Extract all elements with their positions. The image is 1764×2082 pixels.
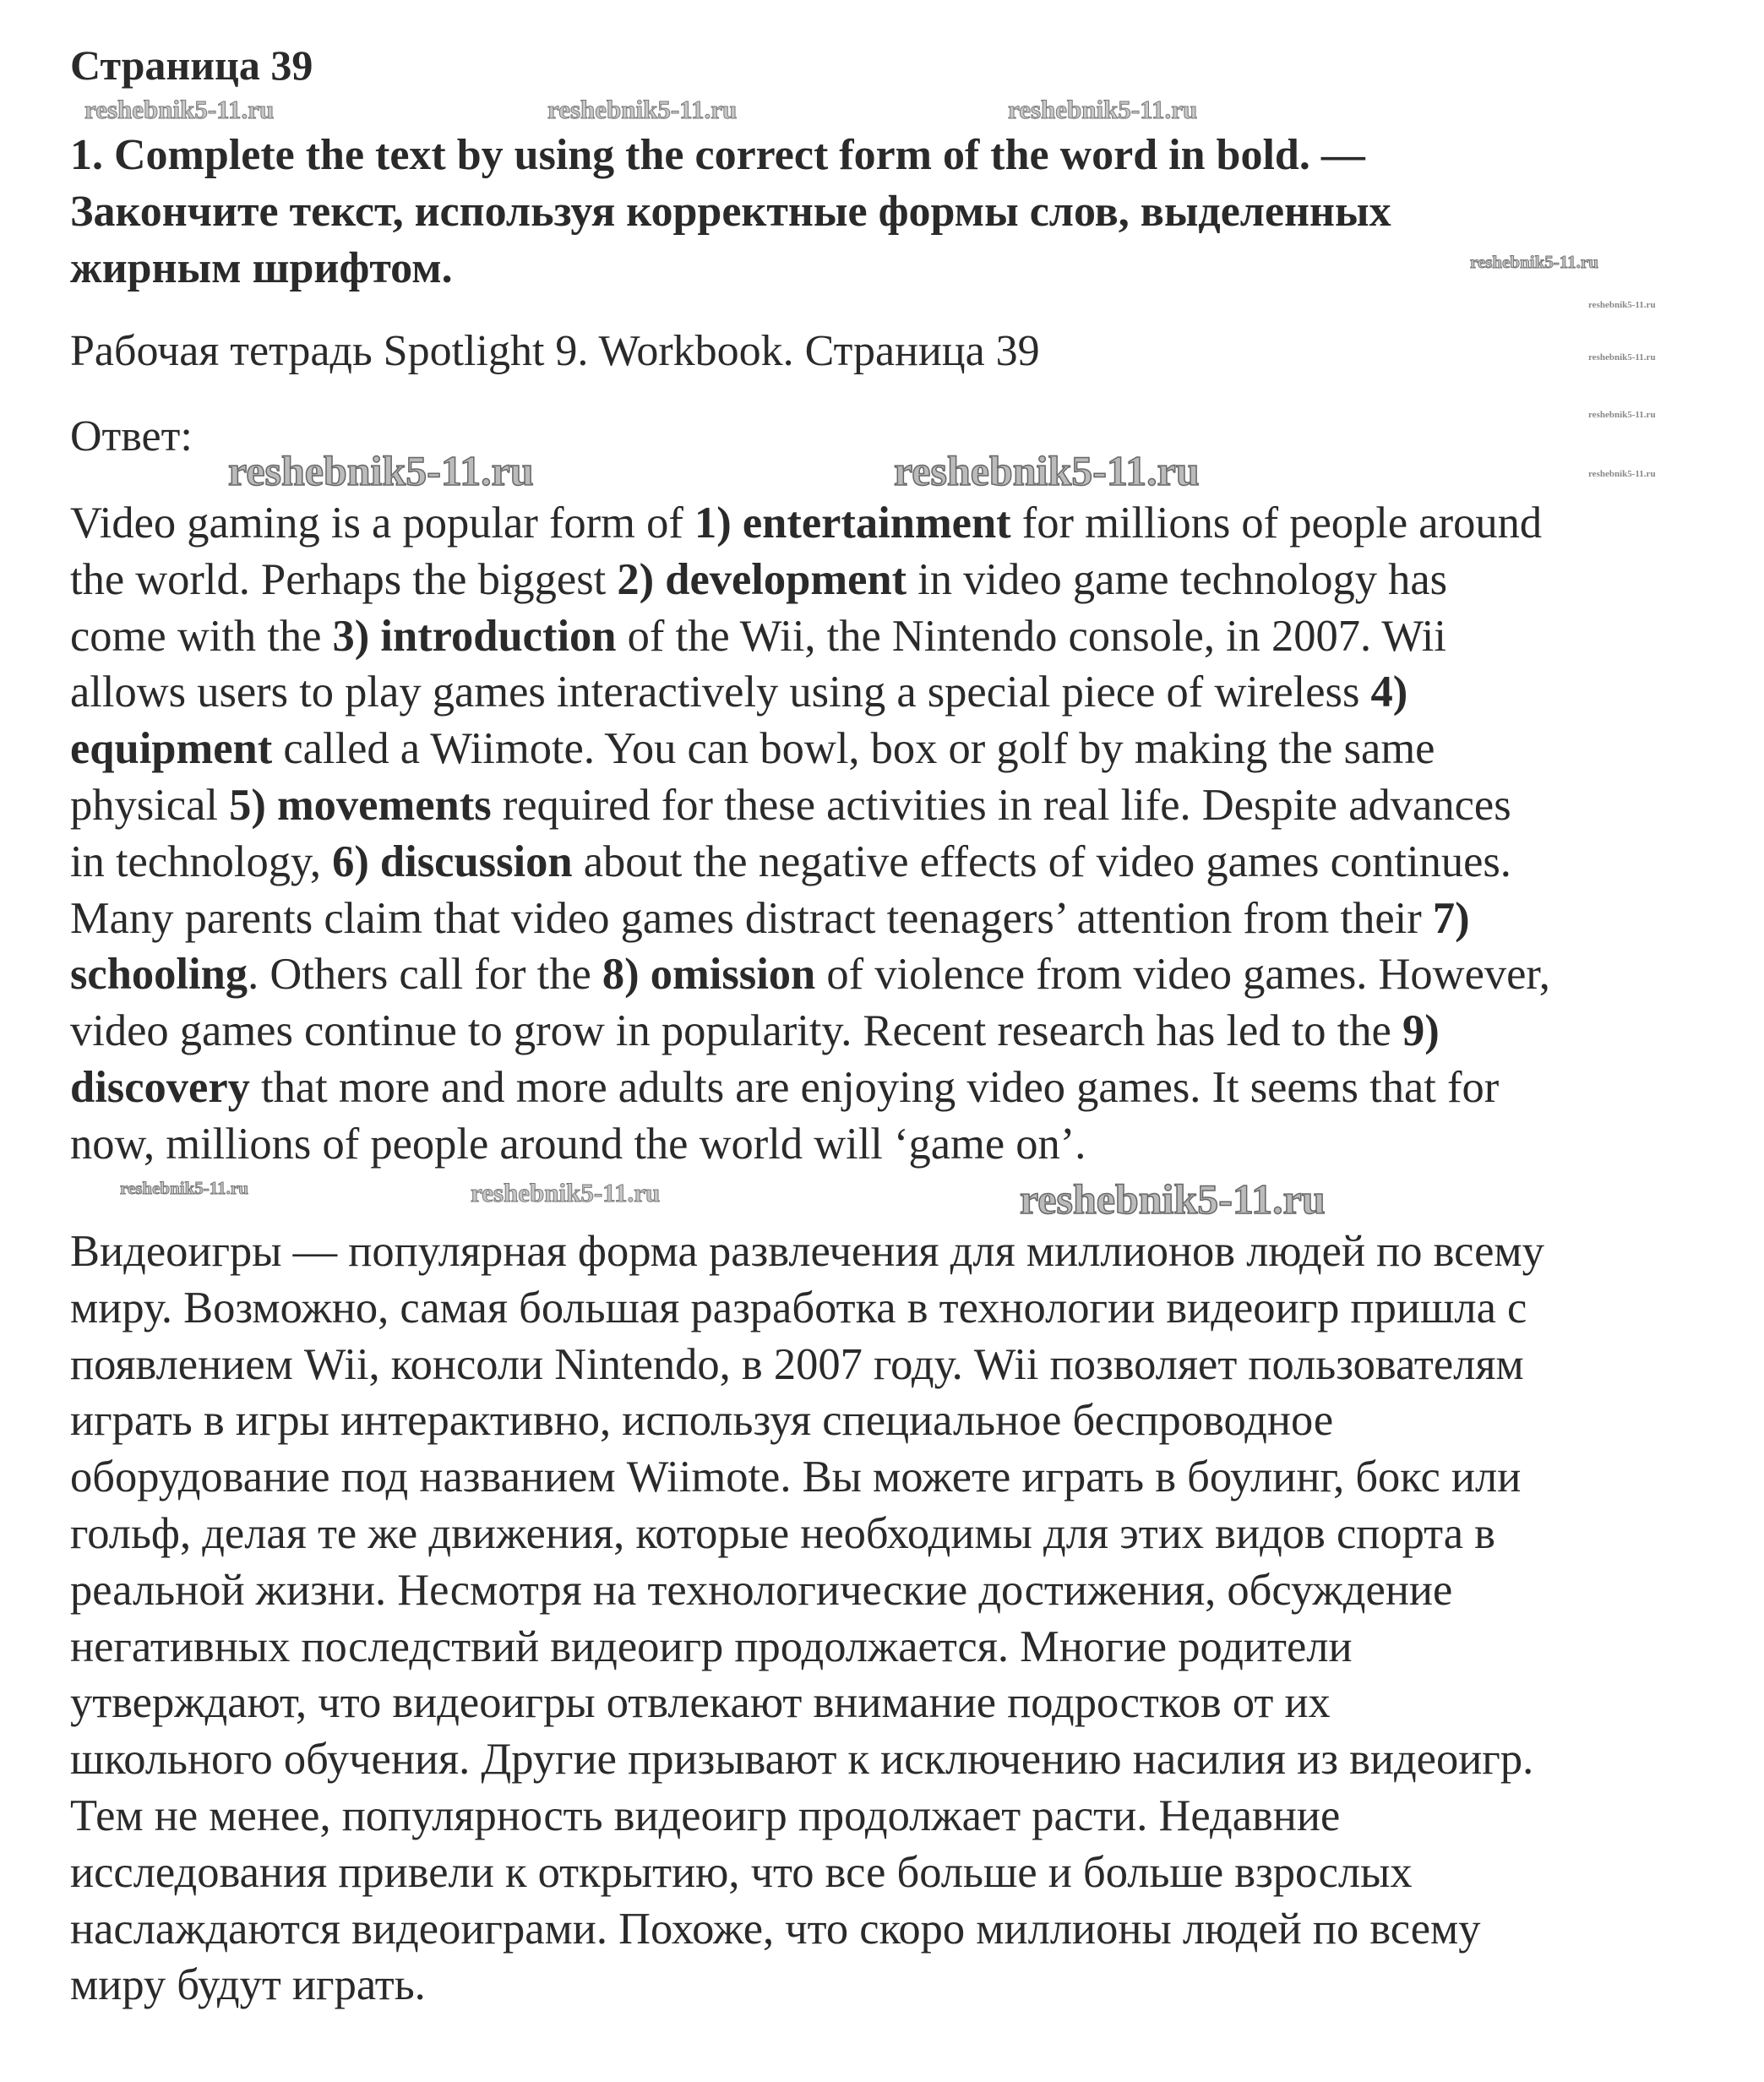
english-text-line bbox=[70, 721, 1550, 777]
english-text-line bbox=[70, 1060, 1550, 1116]
watermark: reshebnik5-11.ru bbox=[228, 447, 534, 494]
russian-text-line: Тем не менее, популярность видеоигр продолжает расти. Недавние bbox=[70, 1790, 1341, 1840]
watermark: reshebnik5-11.ru bbox=[1588, 410, 1656, 420]
watermark: reshebnik5-11.ru bbox=[1470, 252, 1598, 272]
text-segment: now, millions of people around the world will ‘game on’. bbox=[70, 1119, 1086, 1169]
text-segment: called a Wiimote. You can bowl, box or golf by making the same bbox=[272, 724, 1435, 774]
watermark: reshebnik5-11.ru bbox=[547, 95, 738, 124]
watermark: reshebnik5-11.ru bbox=[1588, 469, 1656, 479]
watermark: reshebnik5-11.ru bbox=[471, 1178, 661, 1207]
text-segment: . Others call for the bbox=[248, 950, 602, 1000]
text-segment: allows users to play games interactively using a special piece of wireless bbox=[70, 668, 1371, 717]
task-heading bbox=[70, 127, 1391, 297]
bold-answer-word: equipment bbox=[70, 724, 273, 774]
russian-text-line: играть в игры интерактивно, используя специальное беспроводное bbox=[70, 1396, 1334, 1446]
source-reference: Рабочая тетрадь Spotlight 9. Workbook. Страница 39 bbox=[70, 327, 1040, 375]
russian-text-line: негативных последствий видеоигр продолжается. Многие родители bbox=[70, 1621, 1353, 1671]
bold-answer-word: schooling bbox=[70, 950, 248, 1000]
text-segment: physical bbox=[70, 780, 230, 830]
english-text-line bbox=[70, 946, 1550, 1003]
watermark: reshebnik5-11.ru bbox=[1588, 352, 1656, 362]
english-text-line bbox=[70, 891, 1550, 947]
bold-answer-word: discovery bbox=[70, 1062, 250, 1112]
english-answer-text bbox=[70, 495, 1550, 1173]
text-segment: of the Wii, the Nintendo console, in 2007. Wii bbox=[616, 611, 1446, 661]
russian-text-line: миру будут играть. bbox=[70, 1960, 426, 2010]
text-segment: Video gaming is a popular form of bbox=[70, 499, 694, 548]
english-text-line bbox=[70, 834, 1550, 891]
watermark: reshebnik5-11.ru bbox=[1008, 95, 1198, 124]
text-segment: of violence from video games. However, bbox=[815, 950, 1550, 1000]
watermark: reshebnik5-11.ru bbox=[1588, 300, 1656, 310]
answer-label: Ответ: bbox=[70, 412, 193, 461]
bold-answer-word: 9) bbox=[1402, 1006, 1440, 1056]
text-segment: Many parents claim that video games distract teenagers’ attention from their bbox=[70, 893, 1433, 943]
task-heading-line: 1. Complete the text by using the correct form of the word in bold. — bbox=[70, 131, 1365, 179]
bold-answer-word: 6) discussion bbox=[332, 837, 573, 886]
text-segment: come with the bbox=[70, 611, 333, 661]
text-segment: in video game technology has bbox=[906, 554, 1448, 604]
russian-text-line: гольф, делая те же движения, которые необходимы для этих видов спорта в bbox=[70, 1508, 1495, 1558]
bold-answer-word: 5) movements bbox=[229, 780, 492, 830]
text-segment: the world. Perhaps the biggest bbox=[70, 554, 618, 604]
page-title: Страница 39 bbox=[70, 41, 313, 89]
russian-text-line: реальной жизни. Несмотря на технологические достижения, обсуждение bbox=[70, 1565, 1453, 1615]
watermark: reshebnik5-11.ru bbox=[84, 95, 275, 124]
task-heading-line: Закончите текст, используя корректные формы слов, выделенных bbox=[70, 188, 1391, 236]
russian-text-line: Видеоигры — популярная форма развлечения для миллионов людей по всему bbox=[70, 1227, 1544, 1276]
text-segment: video games continue to grow in popularity. Recent research has led to the bbox=[70, 1006, 1402, 1056]
english-text-line bbox=[70, 608, 1550, 665]
watermark: reshebnik5-11.ru bbox=[894, 447, 1200, 494]
text-segment: required for these activities in real life. Despite advances bbox=[491, 780, 1511, 830]
russian-translation-text bbox=[70, 1224, 1544, 2014]
bold-answer-word: 2) development bbox=[617, 554, 907, 604]
bold-answer-word: 3) introduction bbox=[332, 611, 617, 661]
russian-text-line: школьного обучения. Другие призывают к исключению насилия из видеоигр. bbox=[70, 1735, 1534, 1785]
english-text-line bbox=[70, 1003, 1550, 1060]
english-text-line bbox=[70, 777, 1550, 834]
watermark: reshebnik5-11.ru bbox=[120, 1178, 248, 1198]
english-text-line bbox=[70, 664, 1550, 721]
english-text-line bbox=[70, 552, 1550, 608]
bold-answer-word: 1) entertainment bbox=[694, 499, 1011, 548]
text-segment: about the negative effects of video games continues. bbox=[572, 837, 1511, 886]
russian-text-line: миру. Возможно, самая большая разработка в технологии видеоигр пришла с bbox=[70, 1283, 1527, 1333]
text-segment: that more and more adults are enjoying video games. It seems that for bbox=[249, 1062, 1500, 1112]
russian-text-line: исследования привели к открытию, что все больше и больше взрослых bbox=[70, 1847, 1413, 1897]
watermark: reshebnik5-11.ru bbox=[1020, 1175, 1326, 1223]
russian-text-line: появлением Wii, консоли Nintendo, в 2007 году. Wii позволяет пользователям bbox=[70, 1339, 1524, 1389]
english-text-line bbox=[70, 1116, 1550, 1173]
bold-answer-word: 8) omission bbox=[602, 950, 816, 1000]
text-segment: in technology, bbox=[70, 837, 333, 886]
russian-text-line: утверждают, что видеоигры отвлекают внимание подростков от их bbox=[70, 1678, 1331, 1728]
russian-text-line: наслаждаются видеоиграми. Похоже, что скоро миллионы людей по всему bbox=[70, 1904, 1481, 1954]
english-text-line bbox=[70, 495, 1550, 552]
task-heading-line: жирным шрифтом. bbox=[70, 244, 453, 292]
russian-text-line: оборудование под названием Wiimote. Вы можете играть в боулинг, бокс или bbox=[70, 1452, 1522, 1502]
text-segment: for millions of people around bbox=[1010, 499, 1543, 548]
bold-answer-word: 7) bbox=[1432, 893, 1470, 943]
bold-answer-word: 4) bbox=[1370, 668, 1408, 717]
